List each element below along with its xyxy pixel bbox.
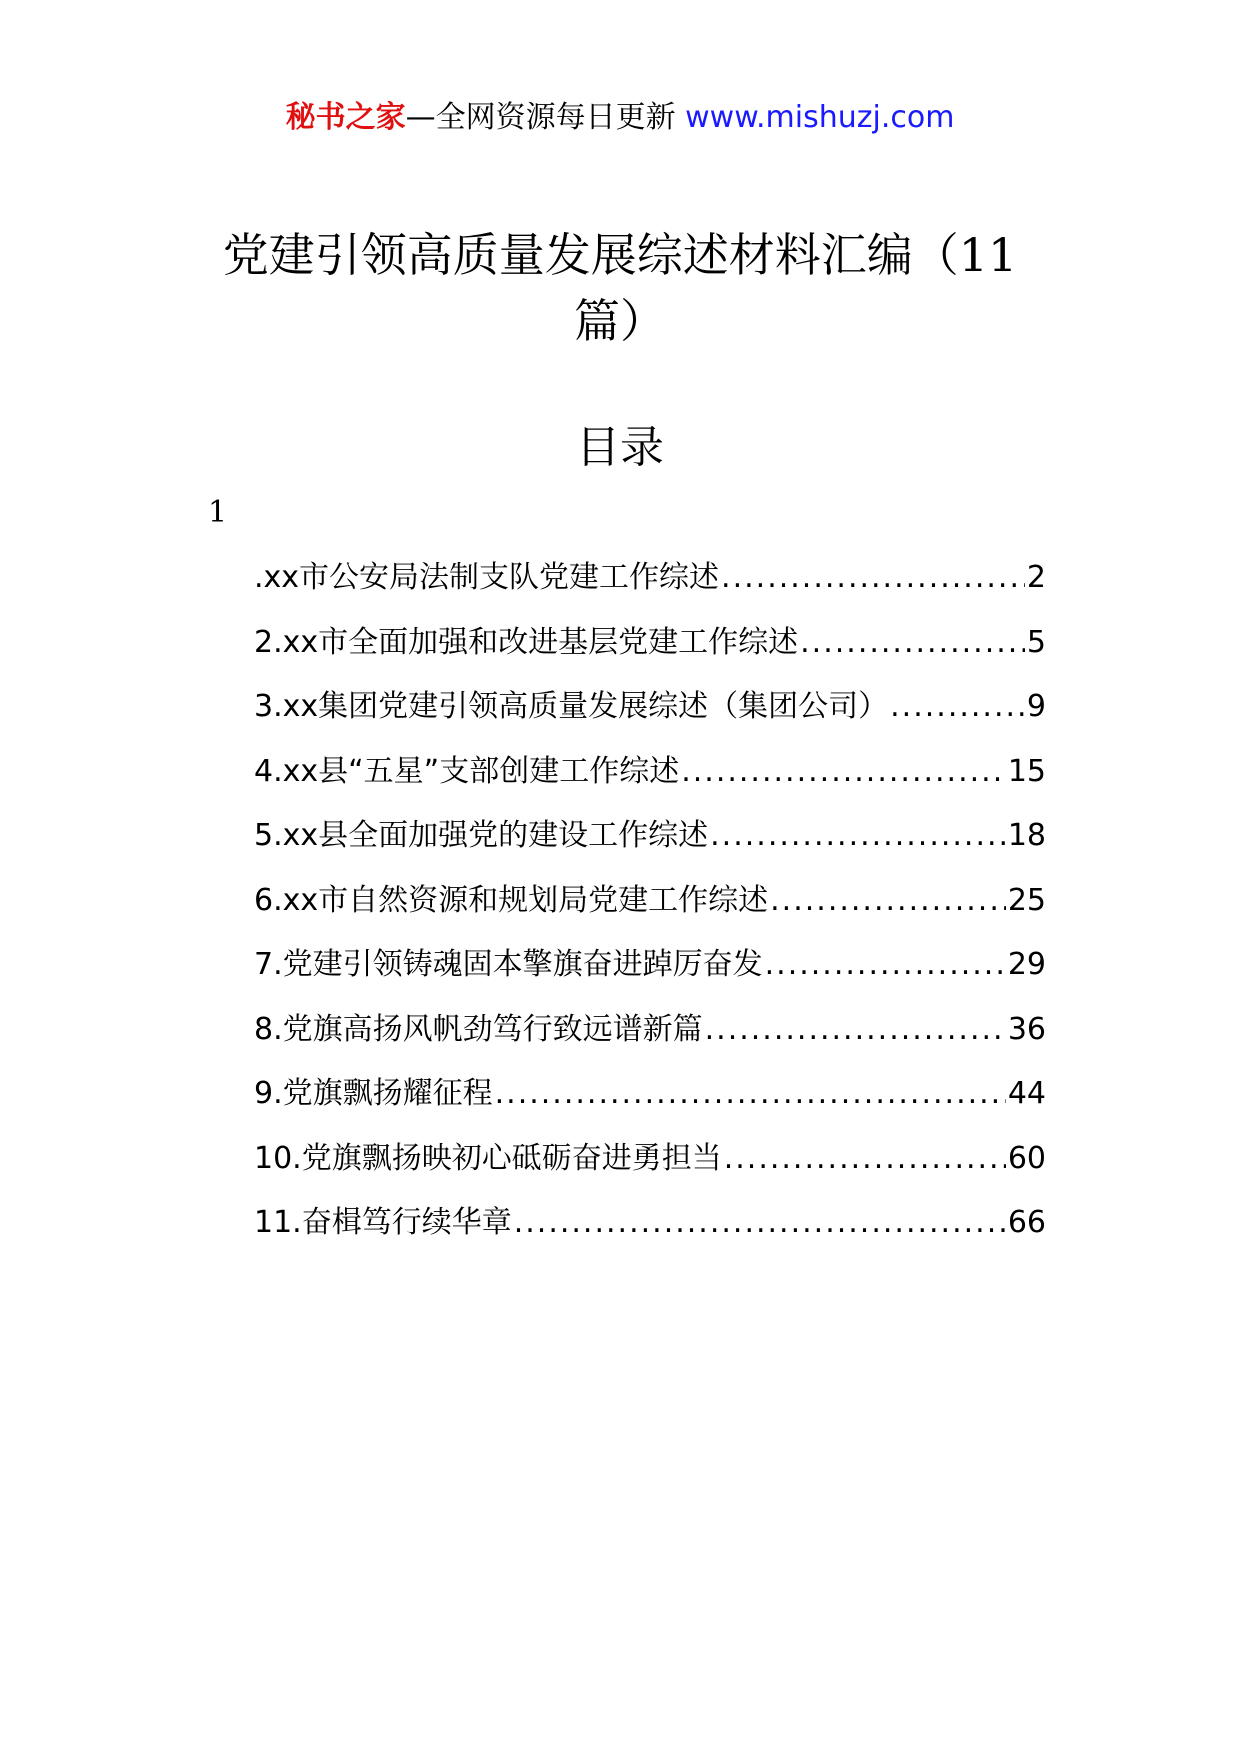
toc-stray-number: 1: [208, 495, 228, 530]
toc-entry-page: 2: [1026, 560, 1046, 595]
toc-dot-leader: [770, 881, 1006, 921]
toc-entry-label: 6.xx市自然资源和规划局党建工作综述: [254, 882, 769, 918]
site-header: [0, 98, 1240, 138]
toc-entry-label: 5.xx县全面加强党的建设工作综述: [254, 818, 709, 853]
toc-entry-label: 7.党建引领铸魂固本擎旗奋进踔厉奋发: [254, 947, 763, 982]
toc-dot-leader: [800, 623, 1025, 663]
document-title-count: 11: [958, 228, 1018, 282]
toc-entry[interactable]: [254, 945, 1046, 1010]
toc-entry-page: 25: [1007, 882, 1046, 918]
toc-entry-label: 2.xx市全面加强和改进基层党建工作综述: [254, 624, 799, 660]
toc-entry[interactable]: [254, 1074, 1046, 1139]
toc-entry-label: 11.奋楫笃行续华章: [254, 1205, 512, 1240]
toc-entry[interactable]: [254, 1139, 1046, 1204]
toc-entry[interactable]: [254, 1203, 1046, 1268]
toc-entry[interactable]: [254, 623, 1046, 688]
toc-entry-page: 44: [1007, 1076, 1046, 1111]
toc-entry-label: 3.xx集团党建引领高质量发展综述（集团公司）: [254, 689, 889, 724]
table-of-contents: [254, 558, 1046, 1268]
toc-dot-leader: [765, 945, 1006, 985]
toc-entry-page: 66: [1007, 1205, 1046, 1240]
toc-entry-page: 15: [1007, 753, 1046, 789]
toc-entry-label: 8.党旗高扬风帆劲笃行致远谱新篇: [254, 1011, 703, 1047]
toc-entry-label: 4.xx县“五星”支部创建工作综述: [254, 753, 680, 789]
toc-entry-page: 9: [1026, 689, 1046, 724]
toc-heading: 目录: [576, 422, 664, 473]
toc-entry-label: .xx市公安局法制支队党建工作综述: [254, 560, 720, 595]
toc-entry[interactable]: [254, 1010, 1046, 1075]
document-title-text-start: 党建引领高质量发展综述材料汇编（: [222, 228, 959, 282]
toc-entry[interactable]: [254, 687, 1046, 752]
document-title-text-end: 篇）: [574, 294, 666, 348]
toc-entry-page: 18: [1007, 818, 1046, 853]
toc-entry-page: 5: [1026, 624, 1046, 660]
toc-entry-page: 29: [1007, 947, 1046, 982]
toc-dot-leader: [495, 1074, 1006, 1114]
toc-dot-leader: [724, 1139, 1006, 1179]
toc-entry-page: 36: [1007, 1011, 1046, 1047]
toc-entry-label: 9.党旗飘扬耀征程: [254, 1076, 493, 1111]
site-brand: 秘书之家: [285, 100, 406, 135]
toc-entry[interactable]: [254, 816, 1046, 881]
site-tagline: —全网资源每日更新: [405, 100, 686, 135]
toc-entry[interactable]: [254, 752, 1046, 817]
toc-dot-leader: [890, 687, 1025, 727]
toc-dot-leader: [681, 752, 1006, 792]
toc-dot-leader: [721, 558, 1025, 598]
toc-entry[interactable]: [254, 558, 1046, 623]
site-url-link[interactable]: www.mishuzj.com: [685, 100, 955, 135]
toc-entry-label: 10.党旗飘扬映初心砥砺奋进勇担当: [254, 1140, 722, 1176]
toc-entry-page: 60: [1007, 1140, 1046, 1176]
document-title: [200, 222, 1040, 354]
toc-dot-leader: [514, 1203, 1006, 1243]
toc-dot-leader: [705, 1010, 1006, 1050]
toc-dot-leader: [710, 816, 1006, 856]
toc-entry[interactable]: [254, 881, 1046, 946]
